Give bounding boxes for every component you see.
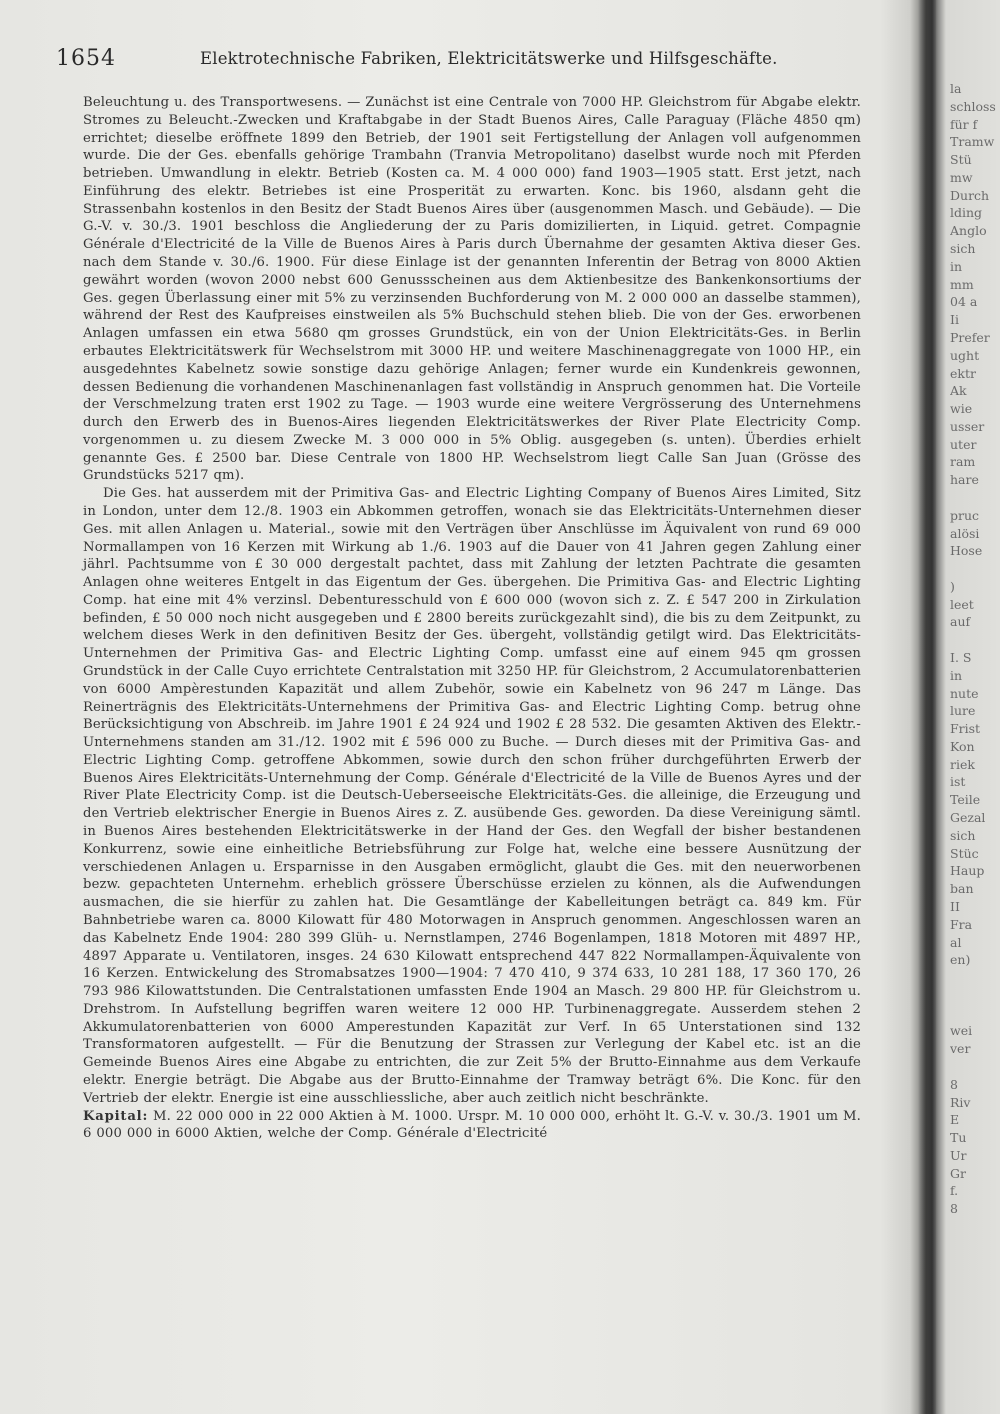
running-head bbox=[56, 46, 890, 80]
paragraph-primitiva-agreement: Die Ges. hat ausserdem mit der Primitiva Gas- and Electric Lighting Company of Buenos Aires Limited, Sitz in London, unter dem 12./8. 1903 ein Abkommen getroffen, wonach sie das Elektricitäts-Unternehmen dieser Ges. mit allen Anlagen u. Material., sowie mit den Verträgen über Anschlüsse im Äquivalent von rund 69 000 Normallampen von 16 Kerzen mit Wirkung ab 1./6. 1903 auf die Dauer von 41 Jahren gegen Zahlung einer jährl. Pachtsumme von £ 30 000 dergestalt pachtet, dass mit Zahlung der letzten Pachtrate die gesamten Anlagen ohne weiteres Entgelt in das Eigentum der Ges. übergehen. Die Primitiva Gas- and Electric Lighting Comp. hat eine mit 4% verzinsl. Debenturesschuld von £ 600 000 (wovon sich z. Z. £ 547 200 in Zirkulation befinden, £ 50 000 noch nicht ausgegeben und £ 2800 bereits zurückgezahlt sind), die bis zu dem Zeitpunkt, zu welchem dieses Werk in den definitiven Besitz der Ges. übergeht, vollständig getilgt wird. Das Elektricitäts-Unternehmen der Primitiva Gas- and Electric Lighting Comp. umfasst eine auf einem 945 qm grossen Grundstück in der Calle Cuyo errichtete Centralstation mit 3250 HP. für Gleichstrom, 2 Accumulatorenbatterien von 6000 Ampèrestunden Kapazität und allem Zubehör, sowie ein Kabelnetz von 96 247 m Länge. Das Reinerträgnis des Elektricitäts-Unternehmens der Primitiva Gas- and Electric Lighting Comp. betrug ohne Berücksichtigung von Abschreib. im Jahre 1901 £ 24 924 und 1902 £ 28 532. Die gesamten Aktiven des Elektr.-Unternehmens standen am 31./12. 1902 mit £ 596 000 zu Buche. — Durch dieses mit der Primitiva Gas- and Electric Lighting Comp. getroffene Abkommen, sowie durch den schon früher durchgeführten Erwerb der Buenos Aires Elektricitäts-Unternehmung der Comp. Générale d'Electricité de la Ville de Buenos Ayres und der River Plate Electricity Comp. ist die Deutsch-Ueberseeische Elektricitäts-Ges. die alleinige, die Erzeugung und den Vertrieb elektrischer Energie in Buenos Aires z. Z. ausübende Ges. geworden. Da diese Vereinigung sämtl. in Buenos Aires bestehenden Elektricitätswerke in der Hand der Ges. den Wegfall der bisher bestandenen Konkurrenz, sowie eine einheitliche Betriebsführung zur Folge hat, welche eine bessere Ausnützung der verschiedenen Anlagen u. Ersparnisse in den Ausgaben ermöglicht, glaubt die Ges. mit den neuerworbenen bezw. gepachteten Unternehm. erheblich grössere Überschüsse erzielen zu können, als die Aufwendungen ausmachen, die sie hierfür zu zahlen hat. Die Gesamtlänge der Kabelleitungen beträgt ca. 849 km. Für Bahnbetriebe waren ca. 8000 Kilowatt für 480 Motorwagen in Anspruch genommen. Angeschlossen waren an das Kabelnetz Ende 1904: 280 399 Glüh- u. Nernstlampen, 2746 Bogenlampen, 1818 Motoren mit 4897 HP., 4897 Apparate u. Ventilatoren, insges. 24 630 Kilowatt entsprechend 447 822 Normallampen-Äquivalente von 16 Kerzen. Entwickelung des Stromabsatzes 1900—1904: 7 470 410, 9 374 633, 10 281 188, 17 360 170, 26 793 986 Kilowattstunden. Die Centralstationen umfassten Ende 1904 an Masch. 29 800 HP. für Gleichstrom u. Drehstrom. In Aufstellung begriffen waren weitere 12 000 HP. Turbinenaggregate. Ausserdem stehen 2 Akkumulatorenbatterien von 6000 Amperestunden Kapazität zur Verf. In 65 Unterstationen sind 132 Transformatoren aufgestellt. — Für die Benutzung der Strassen zur Verlegung der Kabel etc. ist an die Gemeinde Buenos Aires eine Abgabe zu entrichten, die zur Zeit 5% der Brutto-Einnahme aus dem Verkaufe elektr. Energie beträgt. Die Abgabe aus der Brutto-Einnahme der Tramway beträgt 6%. Die Konc. für den Vertrieb der elektr. Energie ist eine ausschliessliche, aber auch zeitlich nicht beschränkte. bbox=[83, 486, 861, 1106]
paragraph-company-history: Beleuchtung u. des Transportwesens. — Zunächst ist eine Centrale von 7000 HP. Gleichstrom für Abgabe elektr. Stromes zu Beleucht.-Zwecken und Kraftabgabe in der Stadt Buenos Aires, Calle Paraguay (Fläche 4850 qm) errichtet; dieselbe eröffnete 1899 den Betrieb, der 1901 seit Fertigstellung der Anlagen voll aufgenommen wurde. Die der Ges. ebenfalls gehörige Trambahn (Tranvia Metropolitano) daselbst wurde noch mit Pferden betrieben. Umwandlung in elektr. Betrieb (Kosten ca. M. 4 000 000) fand 1903—1905 statt. Erst jetzt, nach Einführung des elektr. Betriebes ist eine Prosperität zu erwarten. Konc. bis 1960, alsdann geht die Strassenbahn kostenlos in den Besitz der Stadt Buenos Aires über (ausgenommen Masch. und Gebäude). — Die G.-V. v. 30./3. 1901 beschloss die Angliederung der zu Paris domizilierten, in Liquid. getret. Compagnie Générale d'Electricité de la Ville de Buenos Aires à Paris durch Übernahme der gesamten Aktiva dieser Ges. nach dem Stande v. 30./6. 1900. Für diese Einlage ist der genannten Inferentin der Betrag von 8000 Aktien gewährt worden (wovon 2000 nebst 600 Genussscheinen aus dem Aktienbesitze des Bankenkonsortiums der Ges. gegen Überlassung einer mit 5% zu verzinsenden Buchforderung von M. 2 000 000 an dasselbe stammen), während der Rest des Kaufpreises einstweilen als 5% Buchschuld stehen blieb. Die von der Ges. erworbenen Anlagen umfassen ein etwa 5680 qm grosses Grundstück, ein von der Union Elektricitäts-Ges. in Berlin erbautes Elektricitätswerk für Wechselstrom mit 3000 HP. und weitere Maschinenaggregate von 1000 HP., ein ausgedehntes Kabelnetz sowie sonstige dazu gehörige Anlagen; ferner wurde ein Kundenkreis gewonnen, dessen Bedienung die vorhandenen Maschinenanlagen fast vollständig in Anspruch genommen hat. Die Vorteile der Verschmelzung traten erst 1902 zu Tage. — 1903 wurde eine weitere Vergrösserung des Unternehmens durch den Erwerb des in Buenos-Aires liegenden Elektricitätswerkes der River Plate Electricity Comp. vorgenommen u. zu diesem Zwecke M. 3 000 000 in 5% Oblig. ausgegeben (s. unten). Überdies erhielt genannte Ges. £ 2500 bar. Diese Centrale von 1800 HP. Wechselstrom liegt Calle San Juan (Grösse des Grundstücks 5217 qm). bbox=[83, 95, 861, 484]
body-text bbox=[83, 94, 861, 1143]
paragraph-kapital bbox=[83, 1108, 861, 1144]
kapital-label: Kapital: bbox=[83, 1108, 149, 1124]
binding-gutter-shadow bbox=[918, 0, 936, 1414]
running-head-title: Elektrotechnische Fabriken, Elektricitätswerke und Hilfsgeschäfte. bbox=[200, 49, 778, 68]
document-page bbox=[56, 36, 890, 1376]
page-number: 1654 bbox=[56, 46, 116, 71]
next-page-bleed-text: la schloss für f Tramw Stü mw Durch lding Anglo sich in mm 04 a Ii Prefer ught ektr Ak wie usser uter ram hare pruc alösi Hose ) leet auf I. S in nute lure Frist Kon riek ist Teile Gezal sich Stüc Haup ban II Fra al en) wei ver 8 Riv E Tu Ur Gr f. 8 bbox=[950, 81, 996, 1217]
kapital-text: M. 22 000 000 in 22 000 Aktien à M. 1000. Urspr. M. 10 000 000, erhöht lt. G.-V. v. 30./3. 1901 um M. 6 000 000 in 6000 Aktien, welche der Comp. Générale d'Electricité bbox=[83, 1108, 861, 1142]
